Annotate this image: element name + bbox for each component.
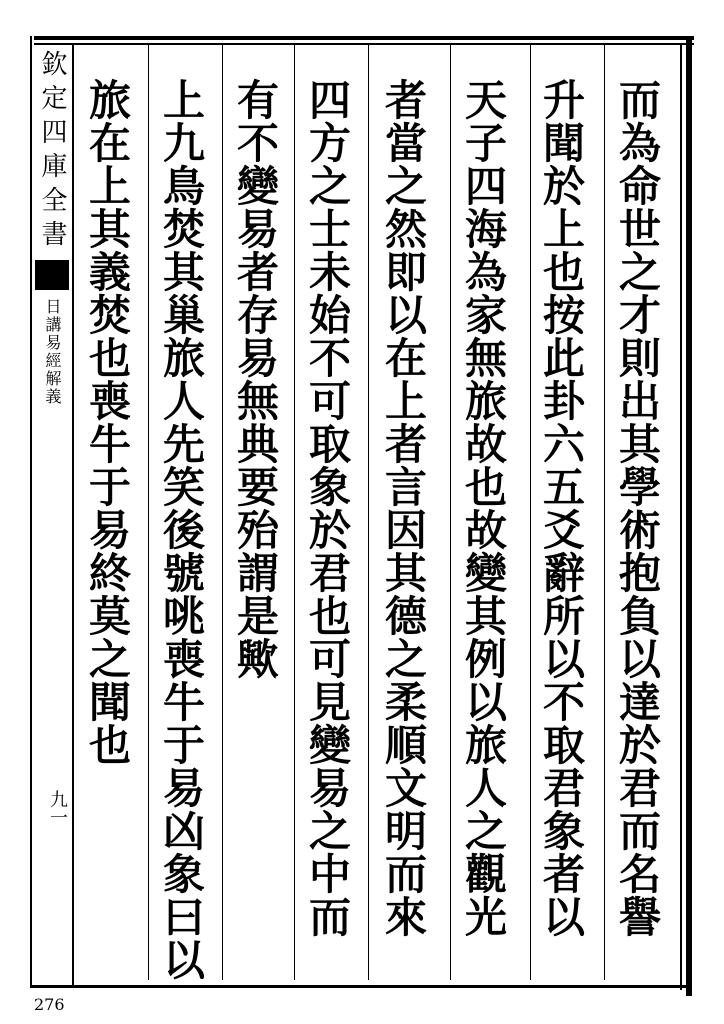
frame-right-border [686,36,692,996]
frame-left-border [30,36,32,988]
margin-divider [72,45,74,985]
text-column-8: 旅在上其義焚也喪牛于易終莫之聞也 [83,78,132,766]
text-column-4: 者當之然即以在上者言因其德之柔順文明而來 [379,78,428,938]
column-rule [604,45,605,980]
text-column-1: 而為命世之才則出其學術抱負以達於君而名譽 [613,78,662,938]
fish-tail-mark [35,260,69,290]
book-title: 日講易經解義 [43,298,62,406]
column-rule [294,45,295,980]
frame-right-inner-border [680,45,682,990]
margin-label [34,50,70,406]
text-column-3: 天子四海為家無旅故也故變其例以旅人之觀光 [459,78,508,938]
bottom-page-number: 276 [34,995,65,1014]
text-column-5: 四方之士未始不可取象於君也可見變易之中而 [303,78,352,938]
column-rule [148,45,149,980]
column-rule [368,45,369,980]
page-number: 九一 [47,790,68,826]
text-column-7: 上九鳥焚其巢旅人先笑後號咷喪牛于易凶象曰以 [157,78,206,981]
column-rule [530,45,531,980]
column-rule [450,45,451,980]
text-column-2: 升聞於上也按此卦六五爻辭所以不取君象者以 [537,78,586,938]
frame-bottom-border [30,985,692,988]
text-column-6: 有不變易者存易無典要殆謂是歟 [231,78,280,680]
frame-top-border [34,36,694,40]
book-series-title: 欽定四庫全書 [37,50,67,254]
frame-top-inner-border [34,43,694,45]
column-rule [222,45,223,980]
